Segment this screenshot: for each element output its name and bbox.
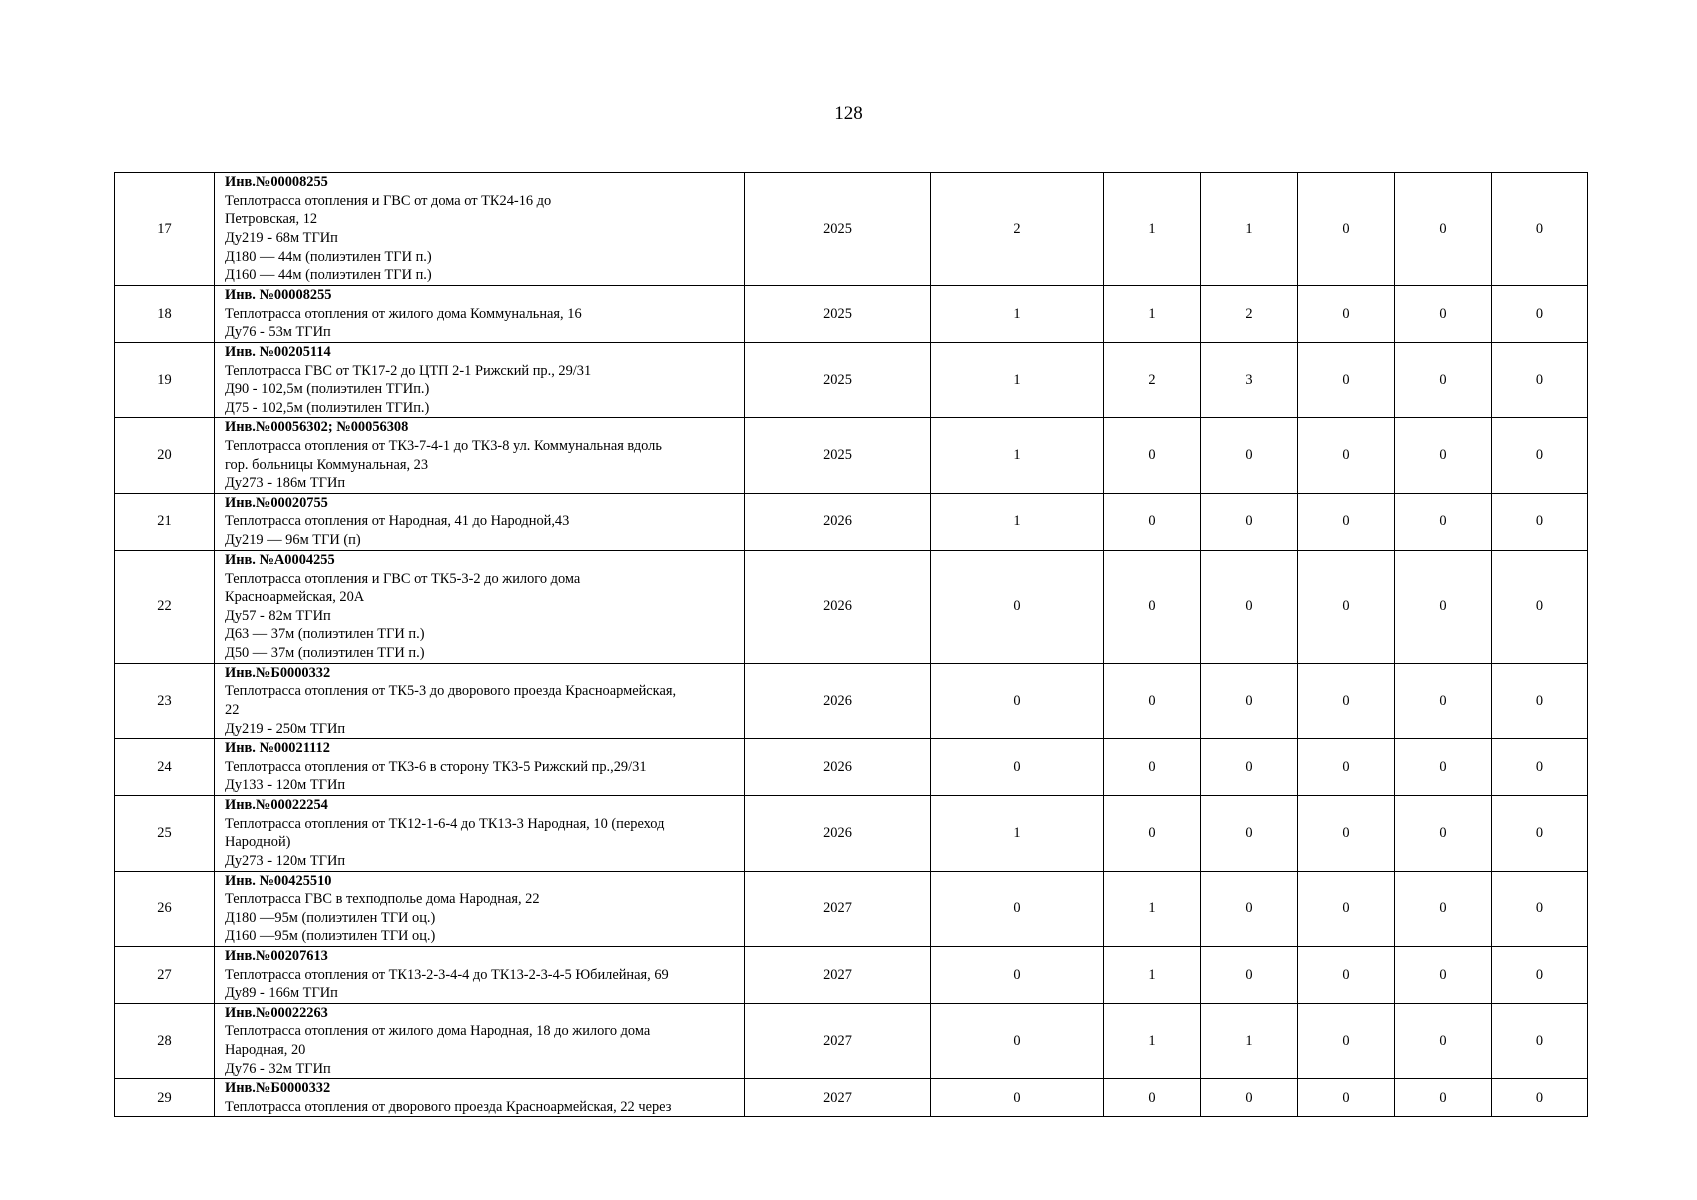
object-description (215, 418, 745, 493)
value-cell-v2: 0 (1104, 493, 1201, 550)
pipeline-table (114, 172, 1588, 1117)
table-row (115, 173, 1588, 286)
row-number: 29 (115, 1079, 215, 1117)
description-line: Теплотрасса отопления от ТК13-2-3-4-4 до ТК13-2-3-4-5 Юбилейная, 69 (225, 966, 669, 983)
table-body (115, 173, 1588, 1117)
value-cell-v6: 0 (1492, 343, 1588, 418)
table-row (115, 871, 1588, 946)
inventory-number: Инв. №00425510 (225, 872, 332, 889)
inventory-number: Инв.№00022263 (225, 1004, 328, 1021)
object-description (215, 493, 745, 550)
value-cell-v1: 0 (931, 663, 1104, 738)
inventory-number: Инв.№00056302; №00056308 (225, 419, 409, 436)
row-number: 24 (115, 739, 215, 796)
year-cell: 2027 (745, 1079, 931, 1117)
object-description (215, 550, 745, 663)
row-number: 18 (115, 286, 215, 343)
description-line: Д63 — 37м (полиэтилен ТГИ п.) (225, 626, 425, 643)
object-description (215, 871, 745, 946)
value-cell-v5: 0 (1395, 739, 1492, 796)
value-cell-v6: 0 (1492, 550, 1588, 663)
row-number: 28 (115, 1003, 215, 1078)
value-cell-v4: 0 (1298, 343, 1395, 418)
value-cell-v2: 1 (1104, 946, 1201, 1003)
value-cell-v1: 1 (931, 796, 1104, 871)
description-line: Народной) (225, 834, 291, 851)
description-line: Ду219 - 250м ТГИп (225, 720, 346, 737)
value-cell-v3: 0 (1201, 871, 1298, 946)
value-cell-v2: 0 (1104, 739, 1201, 796)
object-description (215, 1079, 745, 1117)
object-description (215, 286, 745, 343)
value-cell-v5: 0 (1395, 1079, 1492, 1117)
value-cell-v1: 1 (931, 493, 1104, 550)
value-cell-v2: 1 (1104, 1003, 1201, 1078)
table-row (115, 663, 1588, 738)
description-line: Ду133 - 120м ТГИп (225, 777, 346, 794)
inventory-number: Инв.№Б0000332 (225, 1080, 331, 1097)
value-cell-v4: 0 (1298, 1003, 1395, 1078)
value-cell-v4: 0 (1298, 1079, 1395, 1117)
year-cell: 2027 (745, 871, 931, 946)
description-line: Д160 — 44м (полиэтилен ТГИ п.) (225, 267, 432, 284)
value-cell-v5: 0 (1395, 343, 1492, 418)
row-number: 20 (115, 418, 215, 493)
value-cell-v5: 0 (1395, 871, 1492, 946)
description-line: Ду219 — 96м ТГИ (п) (225, 532, 361, 549)
row-number: 25 (115, 796, 215, 871)
table-row (115, 286, 1588, 343)
inventory-number: Инв. №А0004255 (225, 551, 335, 568)
value-cell-v5: 0 (1395, 1003, 1492, 1078)
table-row (115, 1079, 1588, 1117)
table-row (115, 343, 1588, 418)
value-cell-v6: 0 (1492, 286, 1588, 343)
value-cell-v4: 0 (1298, 493, 1395, 550)
inventory-number: Инв. №00021112 (225, 740, 330, 757)
row-number: 19 (115, 343, 215, 418)
row-number: 17 (115, 173, 215, 286)
description-line: Теплотрасса отопления от ТК12-1-6-4 до ТК13-3 Народная, 10 (переход (225, 815, 665, 832)
value-cell-v2: 0 (1104, 663, 1201, 738)
inventory-number: Инв.№00022254 (225, 797, 328, 814)
inventory-number: Инв.№00020755 (225, 494, 328, 511)
value-cell-v1: 2 (931, 173, 1104, 286)
object-description (215, 663, 745, 738)
value-cell-v3: 0 (1201, 663, 1298, 738)
value-cell-v1: 1 (931, 418, 1104, 493)
year-cell: 2026 (745, 493, 931, 550)
description-line: Теплотрасса отопления от жилого дома Коммунальная, 16 (225, 305, 582, 322)
value-cell-v6: 0 (1492, 871, 1588, 946)
inventory-number: Инв. №00205114 (225, 344, 331, 360)
description-line: Д75 - 102,5м (полиэтилен ТГИп.) (225, 399, 430, 416)
value-cell-v3: 1 (1201, 1003, 1298, 1078)
value-cell-v1: 0 (931, 871, 1104, 946)
row-number: 27 (115, 946, 215, 1003)
value-cell-v3: 2 (1201, 286, 1298, 343)
value-cell-v5: 0 (1395, 418, 1492, 493)
description-line: Д180 — 44м (полиэтилен ТГИ п.) (225, 248, 432, 265)
object-description (215, 796, 745, 871)
description-line: Теплотрасса отопления от Народная, 41 до Народной,43 (225, 513, 570, 530)
value-cell-v3: 0 (1201, 418, 1298, 493)
row-number: 21 (115, 493, 215, 550)
year-cell: 2026 (745, 739, 931, 796)
inventory-number: Инв.№Б0000332 (225, 664, 331, 681)
description-line: Красноармейская, 20А (225, 589, 365, 606)
table-row (115, 550, 1588, 663)
value-cell-v3: 1 (1201, 173, 1298, 286)
year-cell: 2025 (745, 418, 931, 493)
value-cell-v2: 1 (1104, 871, 1201, 946)
value-cell-v3: 0 (1201, 1079, 1298, 1117)
value-cell-v6: 0 (1492, 418, 1588, 493)
row-number: 23 (115, 663, 215, 738)
value-cell-v4: 0 (1298, 739, 1395, 796)
year-cell: 2025 (745, 173, 931, 286)
value-cell-v6: 0 (1492, 173, 1588, 286)
description-line: Теплотрасса ГВС в техподполье дома Народная, 22 (225, 891, 540, 908)
value-cell-v1: 0 (931, 946, 1104, 1003)
table-row (115, 946, 1588, 1003)
value-cell-v1: 0 (931, 739, 1104, 796)
year-cell: 2026 (745, 796, 931, 871)
description-line: Теплотрасса отопления от жилого дома Народная, 18 до жилого дома (225, 1023, 651, 1040)
table-row (115, 1003, 1588, 1078)
object-description (215, 946, 745, 1003)
description-line: Ду57 - 82м ТГИп (225, 607, 331, 624)
value-cell-v6: 0 (1492, 739, 1588, 796)
value-cell-v4: 0 (1298, 946, 1395, 1003)
value-cell-v1: 0 (931, 550, 1104, 663)
description-line: Теплотрасса отопления и ГВС от ТК5-3-2 до жилого дома (225, 570, 581, 587)
object-description (215, 343, 745, 418)
value-cell-v2: 0 (1104, 550, 1201, 663)
value-cell-v5: 0 (1395, 550, 1492, 663)
description-line: Теплотрасса отопления и ГВС от дома от ТК24-16 до (225, 192, 552, 209)
description-line: Д50 — 37м (полиэтилен ТГИ п.) (225, 644, 425, 661)
value-cell-v3: 0 (1201, 796, 1298, 871)
value-cell-v2: 0 (1104, 796, 1201, 871)
description-line: Теплотрасса ГВС от ТК17-2 до ЦТП 2-1 Рижский пр., 29/31 (225, 362, 592, 379)
object-description (215, 1003, 745, 1078)
value-cell-v2: 1 (1104, 286, 1201, 343)
description-line: Народная, 20 (225, 1042, 306, 1059)
value-cell-v4: 0 (1298, 663, 1395, 738)
value-cell-v1: 0 (931, 1079, 1104, 1117)
description-line: Петровская, 12 (225, 211, 318, 228)
row-number: 26 (115, 871, 215, 946)
value-cell-v6: 0 (1492, 663, 1588, 738)
description-line: Теплотрасса отопления от ТК5-3 до дворового проезда Красноармейская, (225, 683, 677, 700)
year-cell: 2027 (745, 946, 931, 1003)
object-description (215, 739, 745, 796)
year-cell: 2025 (745, 343, 931, 418)
table-row (115, 493, 1588, 550)
description-line: Ду89 - 166м ТГИп (225, 985, 338, 1002)
object-description (215, 173, 745, 286)
description-line: Д160 —95м (полиэтилен ТГИ оц.) (225, 928, 436, 945)
value-cell-v1: 0 (931, 1003, 1104, 1078)
value-cell-v5: 0 (1395, 663, 1492, 738)
value-cell-v3: 0 (1201, 739, 1298, 796)
description-line: Д90 - 102,5м (полиэтилен ТГИп.) (225, 381, 430, 398)
page-number: 128 (834, 103, 863, 124)
value-cell-v1: 1 (931, 286, 1104, 343)
value-cell-v2: 0 (1104, 1079, 1201, 1117)
row-number: 22 (115, 550, 215, 663)
value-cell-v5: 0 (1395, 796, 1492, 871)
table-row (115, 739, 1588, 796)
year-cell: 2025 (745, 286, 931, 343)
value-cell-v3: 3 (1201, 343, 1298, 418)
value-cell-v4: 0 (1298, 550, 1395, 663)
value-cell-v3: 0 (1201, 493, 1298, 550)
value-cell-v6: 0 (1492, 493, 1588, 550)
value-cell-v3: 0 (1201, 550, 1298, 663)
value-cell-v2: 1 (1104, 173, 1201, 286)
description-line: Ду273 - 120м ТГИп (225, 852, 346, 869)
value-cell-v6: 0 (1492, 946, 1588, 1003)
value-cell-v4: 0 (1298, 418, 1395, 493)
description-line: Д180 —95м (полиэтилен ТГИ оц.) (225, 909, 436, 926)
value-cell-v3: 0 (1201, 946, 1298, 1003)
inventory-number: Инв.№00008255 (225, 174, 328, 191)
description-line: гор. больницы Коммунальная, 23 (225, 456, 429, 473)
inventory-number: Инв. №00008255 (225, 287, 332, 304)
description-line: Ду273 - 186м ТГИп (225, 475, 346, 492)
value-cell-v2: 2 (1104, 343, 1201, 418)
value-cell-v5: 0 (1395, 286, 1492, 343)
year-cell: 2027 (745, 1003, 931, 1078)
table-row (115, 418, 1588, 493)
table-row (115, 796, 1588, 871)
description-line: Ду76 - 32м ТГИп (225, 1060, 331, 1077)
description-line: Ду219 - 68м ТГИп (225, 230, 338, 246)
description-line: Теплотрасса отопления от дворового проезда Красноармейская, 22 через (225, 1098, 672, 1115)
inventory-number: Инв.№00207613 (225, 947, 328, 964)
value-cell-v4: 0 (1298, 286, 1395, 343)
year-cell: 2026 (745, 663, 931, 738)
value-cell-v5: 0 (1395, 946, 1492, 1003)
description-line: Теплотрасса отопления от ТК3-7-4-1 до ТК3-8 ул. Коммунальная вдоль (225, 437, 662, 454)
value-cell-v4: 0 (1298, 871, 1395, 946)
value-cell-v6: 0 (1492, 1079, 1588, 1117)
description-line: 22 (225, 701, 240, 718)
value-cell-v6: 0 (1492, 796, 1588, 871)
value-cell-v1: 1 (931, 343, 1104, 418)
description-line: Ду76 - 53м ТГИп (225, 324, 331, 341)
description-line: Теплотрасса отопления от ТК3-6 в сторону ТК3-5 Рижский пр.,29/31 (225, 758, 647, 775)
value-cell-v4: 0 (1298, 173, 1395, 286)
value-cell-v2: 0 (1104, 418, 1201, 493)
value-cell-v5: 0 (1395, 173, 1492, 286)
value-cell-v4: 0 (1298, 796, 1395, 871)
value-cell-v5: 0 (1395, 493, 1492, 550)
year-cell: 2026 (745, 550, 931, 663)
value-cell-v6: 0 (1492, 1003, 1588, 1078)
